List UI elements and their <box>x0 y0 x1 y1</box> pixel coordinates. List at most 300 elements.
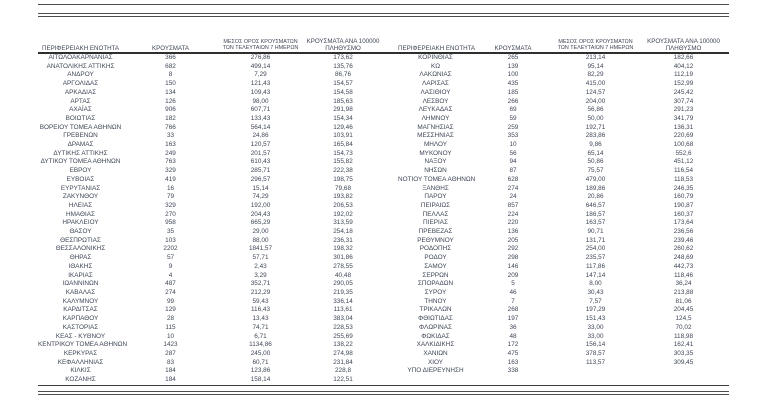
bottom-double-rule <box>38 391 729 395</box>
per100k-cell: 303,35 <box>673 349 694 357</box>
per100k-cell: 219,35 <box>333 288 353 296</box>
table-row <box>38 341 729 350</box>
top-double-rule <box>38 13 729 17</box>
table-row <box>38 185 729 194</box>
per100k-cell: 220,69 <box>673 132 694 140</box>
table-row <box>38 237 729 246</box>
table-row <box>38 71 729 80</box>
table-row <box>38 211 729 220</box>
region-cell: ΔΡΑΜΑΣ <box>67 141 94 149</box>
cases-cell: 209 <box>507 271 519 279</box>
table-row <box>38 263 729 272</box>
cases-cell: 766 <box>165 123 176 131</box>
header-per100k-right-line1: ΚΡΟΥΣΜΑΤΑ ΑΝΑ 100000 <box>647 37 720 45</box>
region-cell: ΛΑΡΙΣΑΣ <box>422 80 449 88</box>
avg7-cell: 213,14 <box>585 54 606 61</box>
avg7-cell: 59,43 <box>252 297 269 305</box>
avg7-cell: 564,14 <box>250 123 271 131</box>
cases-cell: 958 <box>165 219 176 227</box>
per100k-cell: 451,12 <box>673 158 694 166</box>
avg7-cell: 235,57 <box>585 254 606 262</box>
cases-cell: 83 <box>166 358 175 366</box>
region-cell: ΚΑΛΥΜΝΟΥ <box>62 297 99 305</box>
table-row <box>38 228 729 237</box>
per100k-cell: 290,05 <box>333 280 353 288</box>
cases-cell: 5 <box>511 280 515 288</box>
region-cell: ΠΕΛΛΑΣ <box>422 210 449 218</box>
spacer-cell <box>383 124 398 133</box>
table-row <box>38 53 729 63</box>
table-row <box>38 367 729 376</box>
cases-cell: 46 <box>509 288 517 296</box>
avg7-cell: 646,57 <box>585 201 606 209</box>
per100k-cell: 86,76 <box>335 71 351 79</box>
region-cell: ΒΟΙΩΤΙΑΣ <box>65 114 96 122</box>
region-cell: ΧΑΛΚΙΔΙΚΗΣ <box>416 341 455 349</box>
region-cell: ΠΙΕΡΙΑΣ <box>423 219 448 227</box>
header-per100k-left-line2: ΠΛΗΘΥΣΜΟ <box>325 44 361 52</box>
per100k-cell: 154,58 <box>333 88 353 96</box>
header-avg7-right <box>553 18 638 53</box>
spacer-cell <box>383 237 398 246</box>
spacer-cell <box>383 333 398 342</box>
per100k-cell: 129,46 <box>333 123 353 131</box>
spacer-cell <box>383 63 398 72</box>
region-cell: ΚΕΦΑΛΛΗΝΙΑΣ <box>57 358 104 366</box>
per100k-cell: 193,82 <box>333 193 353 201</box>
spacer-cell <box>383 53 398 63</box>
table-row <box>38 298 729 307</box>
region-cell: ΑΝΔΡΟΥ <box>67 71 94 79</box>
region-cell: ΚΟΖΑΝΗΣ <box>65 376 96 384</box>
region-cell: ΖΑΚΥΝΘΟΥ <box>62 193 99 201</box>
region-cell: ΠΑΡΟΥ <box>424 193 447 201</box>
header-spacer <box>383 18 398 53</box>
avg7-cell: 75,57 <box>587 167 604 175</box>
avg7-cell: 65,14 <box>587 149 604 157</box>
per100k-cell: 190,87 <box>673 201 694 209</box>
table-row <box>38 324 729 333</box>
avg7-cell: 2,43 <box>254 262 267 270</box>
avg7-cell: 98,00 <box>252 97 269 105</box>
avg7-cell: 7,29 <box>254 71 267 79</box>
per100k-cell: 182,66 <box>673 54 694 61</box>
spacer-cell <box>383 324 398 333</box>
table-row <box>38 289 729 298</box>
avg7-cell: 95,14 <box>587 62 604 70</box>
cases-cell: 8 <box>168 71 173 79</box>
header-avg7-right-line2: ΤΩΝ ΤΕΛΕΥΤΑΙΩΝ 7 ΗΜΕΡΩΝ <box>557 45 634 52</box>
cases-cell: 265 <box>507 54 519 61</box>
cases-cell: 28 <box>166 315 175 323</box>
header-avg7-right-line1: ΜΕΣΟΣ ΟΡΟΣ ΚΡΟΥΣΜΑΤΩΝ <box>558 38 633 45</box>
table-row <box>38 176 729 185</box>
per100k-cell: 81,06 <box>675 297 692 305</box>
region-cell: ΛΗΜΝΟΥ <box>421 114 450 122</box>
region-cell: ΜΕΣΣΗΝΙΑΣ <box>417 132 454 140</box>
avg7-cell: 56,86 <box>587 106 604 114</box>
spacer-cell <box>383 315 398 324</box>
avg7-cell: 74,29 <box>252 193 269 201</box>
region-cell: ΚΙΛΚΙΣ <box>70 367 91 375</box>
cases-cell: 2202 <box>163 245 178 253</box>
spacer-cell <box>383 376 398 385</box>
cases-cell: 1423 <box>163 341 178 349</box>
avg7-cell: 116,43 <box>250 306 271 314</box>
region-cell: ΦΛΩΡΙΝΑΣ <box>418 323 452 331</box>
cases-cell: 115 <box>165 323 176 331</box>
per100k-cell: 122,51 <box>333 376 353 384</box>
region-cell: ΙΘΑΚΗΣ <box>68 262 93 270</box>
cases-cell: 763 <box>165 158 176 166</box>
cases-cell: 274 <box>507 184 519 192</box>
avg7-cell: 1134,86 <box>249 341 272 349</box>
region-cell: ΘΑΣΟΥ <box>69 228 92 236</box>
per100k-cell: 155,82 <box>333 158 353 166</box>
per100k-cell: 198,75 <box>333 175 353 183</box>
per100k-cell: 165,84 <box>333 141 353 149</box>
spacer-cell <box>383 115 398 124</box>
per100k-cell <box>638 367 729 376</box>
per100k-cell: 79,68 <box>335 184 351 192</box>
per100k-cell: 442,73 <box>673 262 694 270</box>
per100k-cell: 116,54 <box>673 167 694 175</box>
avg7-cell: 117,86 <box>585 262 606 270</box>
table-row <box>38 376 729 385</box>
table-row <box>38 315 729 324</box>
table-row <box>38 333 729 342</box>
per100k-cell: 307,74 <box>673 97 694 105</box>
spacer-cell <box>383 132 398 141</box>
cases-by-region-table <box>38 18 729 386</box>
avg7-cell: 1841,57 <box>248 245 273 253</box>
spacer-cell <box>383 176 398 185</box>
cases-cell: 24 <box>509 193 517 201</box>
region-cell: ΛΑΚΩΝΙΑΣ <box>419 71 452 79</box>
table-body <box>38 53 729 385</box>
avg7-cell: 90,71 <box>587 228 604 236</box>
region-cell: ΦΩΚΙΔΑΣ <box>421 332 450 340</box>
region-cell: ΠΡΕΒΕΖΑΣ <box>418 228 453 236</box>
avg7-cell: 15,14 <box>252 184 269 192</box>
spacer-cell <box>383 202 398 211</box>
avg7-cell: 189,86 <box>585 184 606 192</box>
cases-cell: 136 <box>507 228 519 236</box>
avg7-cell: 163,57 <box>585 219 606 227</box>
avg7-cell: 120,57 <box>250 141 271 149</box>
spacer-cell <box>383 71 398 80</box>
spacer-cell <box>383 298 398 307</box>
region-cell: ΚΕΡΚΥΡΑΣ <box>63 349 98 357</box>
region-cell: ΣΥΡΟΥ <box>424 288 447 296</box>
cases-cell: 9 <box>168 262 173 270</box>
cases-cell: 56 <box>509 149 517 157</box>
avg7-cell: 245,00 <box>250 349 271 357</box>
avg7-cell: 212,29 <box>250 288 271 296</box>
spacer-cell <box>383 89 398 98</box>
region-cell: ΝΗΣΩΝ <box>424 167 447 175</box>
region-cell: ΝΟΤΙΟΥ ΤΟΜΕΑ ΑΘΗΝΩΝ <box>398 175 476 183</box>
cases-cell: 329 <box>165 201 176 209</box>
avg7-cell: 109,43 <box>250 88 271 96</box>
cases-cell: 163 <box>507 358 519 366</box>
per100k-cell: 100,68 <box>673 141 694 149</box>
cases-cell: 7 <box>511 297 515 305</box>
table-row <box>38 359 729 368</box>
avg7-cell: 50,86 <box>587 158 604 166</box>
region-cell: ΠΕΙΡΑΙΩΣ <box>420 201 451 209</box>
region-cell: ΛΑΣΙΘΙΟΥ <box>420 88 451 96</box>
per100k-cell: 291,23 <box>673 106 694 114</box>
top-rule <box>38 4 729 5</box>
avg7-cell: 156,14 <box>585 341 606 349</box>
avg7-cell: 29,00 <box>252 228 269 236</box>
cases-cell: 628 <box>507 175 519 183</box>
per100k-cell: 103,91 <box>333 132 353 140</box>
per100k-cell: 152,99 <box>673 80 694 88</box>
per100k-cell: 260,62 <box>673 245 694 253</box>
per100k-cell: 206,53 <box>333 201 353 209</box>
avg7-cell: 186,57 <box>585 210 606 218</box>
cases-cell: 184 <box>165 376 176 384</box>
per100k-cell: 231,84 <box>333 358 353 366</box>
per100k-cell: 36,24 <box>675 280 692 288</box>
cases-cell: 10 <box>166 332 175 340</box>
cases-cell: 249 <box>165 149 176 157</box>
avg7-cell: 8,00 <box>589 280 602 288</box>
table-row <box>38 89 729 98</box>
avg7-cell: 9,86 <box>589 141 602 149</box>
avg7-cell: 33,00 <box>587 332 604 340</box>
avg7-cell: 285,71 <box>250 167 271 175</box>
header-row <box>38 18 729 53</box>
per100k-cell: 341,79 <box>673 114 694 122</box>
spacer-cell <box>383 150 398 159</box>
avg7-cell: 82,29 <box>587 71 604 79</box>
table-row <box>38 115 729 124</box>
region-cell: ΥΠΟ ΔΙΕΡΕΥΝΗΣΗ <box>407 367 464 375</box>
table-header <box>38 18 729 53</box>
cases-cell: 857 <box>507 201 519 209</box>
cases-cell: 163 <box>165 141 176 149</box>
cases-cell: 126 <box>165 97 176 105</box>
avg7-cell: 13,43 <box>252 315 269 323</box>
region-cell: ΣΠΟΡΑΔΩΝ <box>417 280 454 288</box>
region-cell: ΑΝΑΤΟΛΙΚΗΣ ΑΤΤΙΚΗΣ <box>46 62 115 70</box>
avg7-cell: 192,00 <box>250 201 271 209</box>
cases-cell: 10 <box>509 141 517 149</box>
avg7-cell: 57,71 <box>252 254 269 262</box>
region-cell: ΣΑΜΟΥ <box>424 262 447 270</box>
region-cell: ΡΟΔΟΠΗΣ <box>419 245 452 253</box>
region-cell: ΜΥΚΟΝΟΥ <box>419 149 452 157</box>
avg7-cell: 276,86 <box>250 54 271 61</box>
per100k-cell: 291,98 <box>333 106 353 114</box>
cases-cell: 129 <box>165 306 176 314</box>
header-cases-right: ΚΡΟΥΣΜΑΤΑ <box>473 18 553 53</box>
table-row <box>38 80 729 89</box>
cases-cell: 48 <box>509 332 517 340</box>
avg7-cell: 50,00 <box>587 114 604 122</box>
region-cell: ΚΑΡΔΙΤΣΑΣ <box>63 306 98 314</box>
per100k-cell: 278,55 <box>333 262 353 270</box>
per100k-cell: 118,53 <box>673 175 694 183</box>
table-row <box>38 219 729 228</box>
region-cell: ΚΕΑΣ - ΚΥΘΝΟΥ <box>55 332 106 340</box>
region-cell: ΛΕΥΚΑΔΑΣ <box>418 106 453 114</box>
per100k-cell: 118,98 <box>673 332 694 340</box>
per100k-cell: 160,37 <box>673 210 694 218</box>
region-cell: ΙΩΑΝΝΙΝΩΝ <box>62 280 99 288</box>
per100k-cell: 274,98 <box>333 349 353 357</box>
cases-cell: 274 <box>165 288 176 296</box>
per100k-cell: 173,64 <box>673 219 694 227</box>
table-row <box>38 193 729 202</box>
region-cell: ΧΑΝΙΩΝ <box>423 349 448 357</box>
per100k-cell: 336,14 <box>333 297 353 305</box>
header-per100k-left <box>303 18 383 53</box>
table-row <box>38 245 729 254</box>
cases-cell: 487 <box>165 280 176 288</box>
cases-cell: 338 <box>507 367 519 375</box>
per100k-cell: 162,41 <box>673 341 694 349</box>
spacer-cell <box>383 80 398 89</box>
cases-cell: 298 <box>507 254 519 262</box>
region-cell: ΣΕΡΡΩΝ <box>422 271 449 279</box>
avg7-cell: 3,29 <box>254 271 267 279</box>
avg7-cell: 74,71 <box>252 323 269 331</box>
header-per100k-left-line1: ΚΡΟΥΣΜΑΤΑ ΑΝΑ 100000 <box>306 37 380 45</box>
spacer-cell <box>383 211 398 220</box>
cases-cell: 35 <box>166 228 175 236</box>
avg7-cell: 415,00 <box>585 80 606 88</box>
region-cell: ΓΡΕΒΕΝΩΝ <box>63 132 98 140</box>
per100k-cell: 228,53 <box>333 323 353 331</box>
cases-cell: 79 <box>166 193 175 201</box>
avg7-cell: 158,14 <box>250 376 271 384</box>
avg7-cell: 151,43 <box>585 315 606 323</box>
per100k-cell: 124,5 <box>675 315 692 323</box>
spacer-cell <box>383 167 398 176</box>
avg7-cell: 121,43 <box>250 80 271 88</box>
avg7-cell: 607,71 <box>250 106 271 114</box>
region-cell: ΤΡΙΚΑΛΩΝ <box>419 306 452 314</box>
per100k-cell: 245,42 <box>673 88 694 96</box>
region-cell: ΡΟΔΟΥ <box>424 254 447 262</box>
per100k-cell: 236,31 <box>333 236 353 244</box>
per100k-cell: 136,31 <box>673 123 694 131</box>
cases-cell: 182 <box>165 114 176 122</box>
region-cell: ΚΑΒΑΛΑΣ <box>65 288 96 296</box>
cases-cell: 16 <box>166 184 175 192</box>
avg7-cell: 378,57 <box>585 349 606 357</box>
spacer-cell <box>383 367 398 376</box>
avg7-cell: 124,57 <box>585 88 606 96</box>
cases-cell: 4 <box>168 271 173 279</box>
avg7-cell: 30,43 <box>587 288 604 296</box>
cases-cell: 36 <box>509 323 517 331</box>
per100k-cell: 255,69 <box>333 332 353 340</box>
avg7-cell: 204,43 <box>250 210 271 218</box>
cases-cell: 172 <box>507 341 519 349</box>
spacer-cell <box>383 306 398 315</box>
spacer-cell <box>383 193 398 202</box>
region-cell: ΜΗΛΟΥ <box>423 141 448 149</box>
spacer-cell <box>383 141 398 150</box>
avg7-cell: 20,86 <box>587 193 604 201</box>
per100k-cell: 222,38 <box>333 167 353 175</box>
per100k-cell: 301,86 <box>333 254 353 262</box>
region-cell: ΗΡΑΚΛΕΙΟΥ <box>62 219 99 227</box>
region-cell: ΗΛΕΙΑΣ <box>68 201 93 209</box>
per100k-cell: 552,6 <box>675 149 692 157</box>
cases-cell: 103 <box>165 236 176 244</box>
cases-cell: 205 <box>507 236 519 244</box>
table-row <box>38 280 729 289</box>
per100k-cell: 204,45 <box>673 306 694 314</box>
header-region-left: ΠΕΡΙΦΕΡΕΙΑΚΗ ΕΝΟΤΗΤΑ <box>38 18 123 53</box>
spacer-cell <box>383 341 398 350</box>
region-cell: ΒΟΡΕΙΟΥ ΤΟΜΕΑ ΑΘΗΝΩΝ <box>39 123 122 131</box>
avg7-cell: 197,29 <box>585 306 606 314</box>
table-row <box>38 202 729 211</box>
cases-cell: 268 <box>507 306 519 314</box>
table-row <box>38 150 729 159</box>
cases-cell: 69 <box>509 106 517 114</box>
region-cell: ΕΥΡΥΤΑΝΙΑΣ <box>60 184 101 192</box>
region-cell: ΡΕΘΥΜΝΟΥ <box>417 236 454 244</box>
per100k-cell: 173,62 <box>333 54 353 61</box>
per100k-cell: 383,04 <box>333 315 353 323</box>
per100k-cell: 228,8 <box>335 367 351 375</box>
avg7-cell: 7,57 <box>589 297 602 305</box>
avg7-cell: 133,43 <box>250 114 271 122</box>
region-cell: ΙΚΑΡΙΑΣ <box>68 271 93 279</box>
header-avg7-left-line1: ΜΕΣΟΣ ΟΡΟΣ ΚΡΟΥΣΜΑΤΩΝ <box>223 38 298 45</box>
cases-cell: 134 <box>165 88 176 96</box>
cases-cell: 139 <box>507 62 519 70</box>
spacer-cell <box>383 272 398 281</box>
per100k-cell: 138,22 <box>333 341 353 349</box>
table-row <box>38 132 729 141</box>
cases-cell: 906 <box>165 106 176 114</box>
cases-cell: 220 <box>507 219 519 227</box>
cases-cell: 94 <box>509 158 517 166</box>
spacer-cell <box>383 350 398 359</box>
table-row <box>38 158 729 167</box>
cases-cell: 33 <box>166 132 175 140</box>
spacer-cell <box>383 280 398 289</box>
table-row <box>38 106 729 115</box>
avg7-cell: 33,00 <box>587 323 604 331</box>
per100k-cell: 118,46 <box>673 271 694 279</box>
avg7-cell: 283,86 <box>585 132 606 140</box>
region-cell: ΤΗΝΟΥ <box>424 297 447 305</box>
cases-cell: 59 <box>509 114 517 122</box>
cases-cell: 150 <box>165 80 176 88</box>
cases-cell: 146 <box>507 262 519 270</box>
avg7-cell: 201,57 <box>250 149 271 157</box>
per100k-cell <box>638 376 729 385</box>
cases-cell: 259 <box>507 123 519 131</box>
avg7-cell: 24,86 <box>252 132 269 140</box>
avg7-cell: 204,00 <box>585 97 606 105</box>
avg7-cell: 499,14 <box>250 62 271 70</box>
per100k-cell: 236,56 <box>673 228 694 236</box>
region-cell: ΧΙΟΥ <box>427 358 444 366</box>
cases-cell: 475 <box>507 349 519 357</box>
region-cell: ΑΧΑΪΑΣ <box>69 106 92 114</box>
